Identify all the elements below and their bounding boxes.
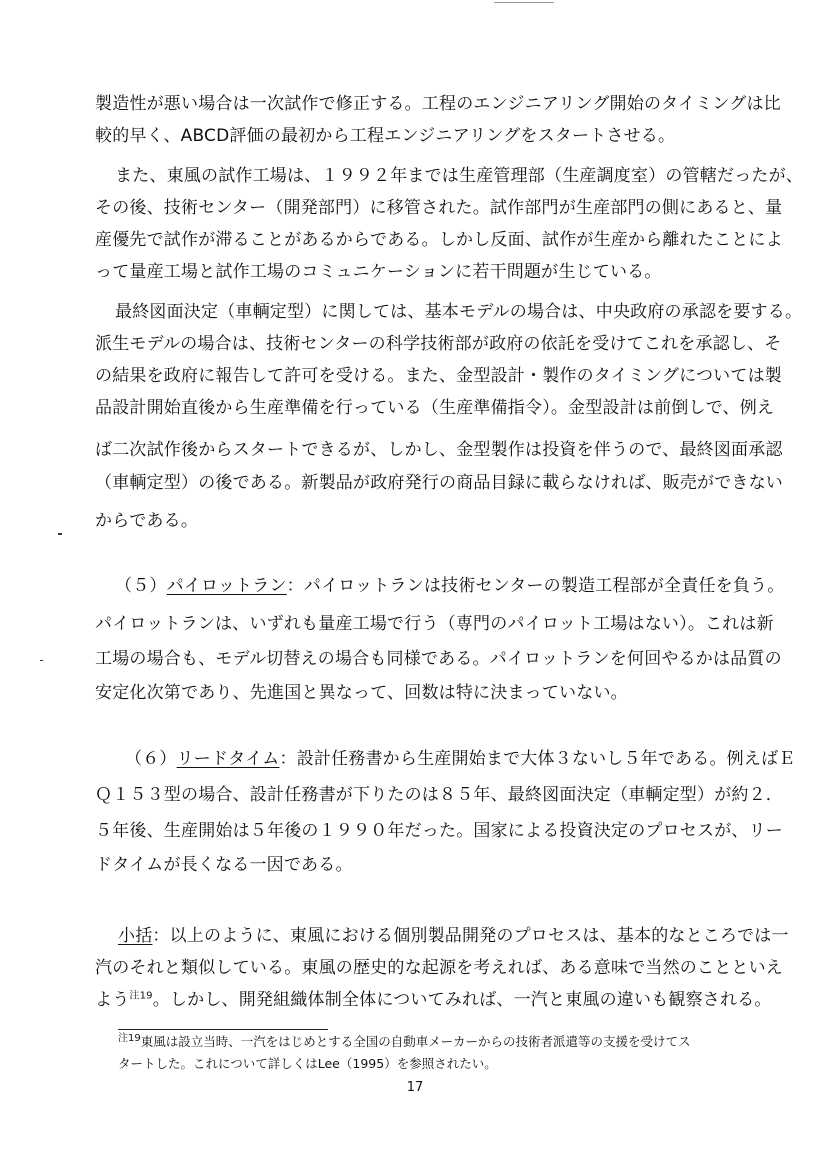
summary-heading: 小括 <box>118 926 153 946</box>
paragraph-1-line-1: 製造性が悪い場合は一次試作で修正する。工程のエンジニアリング開始のタイミングは比 <box>95 94 781 114</box>
scan-speck <box>494 2 554 3</box>
paragraph-3-line-5: ば二次試作後からスタートできるが、しかし、金型製作は投資を伴うので、最終図面承認 <box>95 440 783 460</box>
scan-speck <box>58 533 62 535</box>
paragraph-3-line-6: （車輌定型）の後である。新製品が政府発行の商品目録に載らなければ、販売ができない <box>95 473 783 493</box>
paragraph-3-line-3: の結果を政府に報告して許可を受ける。また、金型設計・製作のタイミングについては製 <box>95 366 782 386</box>
footnote-text-1: 東風は設立当時、一汽をはじめとする全国の自動車メーカーからの技術者派遣等の支援を受けてス <box>140 1034 691 1049</box>
paragraph-3-line-7: からである。 <box>95 511 199 531</box>
section-6-line-4: ドタイムが長くなる一因である。 <box>95 855 353 875</box>
section-5-number: （５） <box>115 576 167 596</box>
section-6-line-3: ５年後、生産開始は５年後の１９９０年だった。国家による投資決定のプロセスが、リー <box>95 821 783 841</box>
page-number: 17 <box>406 1080 424 1095</box>
section-5-heading: パイロットラン <box>166 576 287 596</box>
footnote-marker: 注19 <box>118 1032 141 1044</box>
paragraph-2-line-4: って量産工場と試作工場のコミュニケーションに若干問題が生じている。 <box>95 262 662 282</box>
footnote-line-2: タートした。これについて詳しくはLee（1995）を参照されたい。 <box>118 1056 497 1071</box>
section-5-line-1 <box>115 575 795 597</box>
summary-line-2: 汽のそれと類似している。東風の歴史的な起源を考えれば、ある意味で当然のことといえ <box>95 958 783 978</box>
paragraph-1-line-2: 較的早く、ABCD評価の最初から工程エンジニアリングをスタートさせる。 <box>95 126 676 146</box>
section-6-text: 設計任務書から生産開始まで大体３ないし５年である。例えばＥ <box>296 749 796 769</box>
summary-text: 以上のように、東風における個別製品開発のプロセスは、基本的なところでは一 <box>169 926 789 946</box>
paragraph-2-line-1: また、東風の試作工場は、１９９２年までは生産管理部（生産調度室）の管轄だったが、 <box>115 166 803 186</box>
paragraph-2-line-2: その後、技術センター（開発部門）に移管された。試作部門が生産部門の側にあると、量 <box>95 198 783 218</box>
summary-line-3-start: よう <box>95 990 130 1010</box>
section-5-line-4: 安定化次第であり、先進国と異なって、回数は特に決まっていない。 <box>95 683 628 703</box>
section-5-separator: ： <box>286 576 304 596</box>
paragraph-3-line-2: 派生モデルの場合は、技術センターの科学技術部が政府の依託を受けてこれを承認し、そ <box>95 334 782 354</box>
summary-line-1 <box>118 925 798 947</box>
footnote-reference: 注19 <box>129 990 153 1002</box>
section-5-line-3: 工場の場合も、モデル切替えの場合も同様である。パイロットランを何回やるかは品質の <box>95 649 782 669</box>
section-6-line-1 <box>125 748 805 770</box>
paragraph-2-line-3: 産優先で試作が滞ることがあるからである。しかし反面、試作が生産から離れたことによ <box>95 230 783 250</box>
summary-line-3-rest: 。しかし、開発組織体制全体についてみれば、一汽と東風の違いも観察される。 <box>152 990 772 1010</box>
section-5-text: パイロットランは技術センターの製造工程部が全責任を負う。 <box>303 576 785 596</box>
footnote-line-1 <box>118 1033 798 1051</box>
summary-line-3 <box>95 989 775 1011</box>
section-6-number: （６） <box>125 749 177 769</box>
section-6-line-2: Ｑ１５３型の場合、設計任務書が下りたのは８５年、最終図面決定（車輌定型）が約２． <box>95 785 783 805</box>
scan-speck <box>40 660 43 661</box>
section-6-separator: ： <box>279 749 297 769</box>
summary-separator: ： <box>152 926 170 946</box>
paragraph-3-line-1: 最終図面決定（車輌定型）に関しては、基本モデルの場合は、中央政府の承認を要する。 <box>115 302 803 322</box>
section-5-line-2: パイロットランは、いずれも量産工場で行う（専門のパイロット工場はない）。これは新 <box>95 614 774 634</box>
footnote-rule <box>118 1029 328 1030</box>
paragraph-3-line-4: 品設計開始直後から生産準備を行っている（生産準備指令）。金型設計は前倒しで、例え <box>95 398 775 418</box>
section-6-heading: リードタイム <box>176 749 280 769</box>
